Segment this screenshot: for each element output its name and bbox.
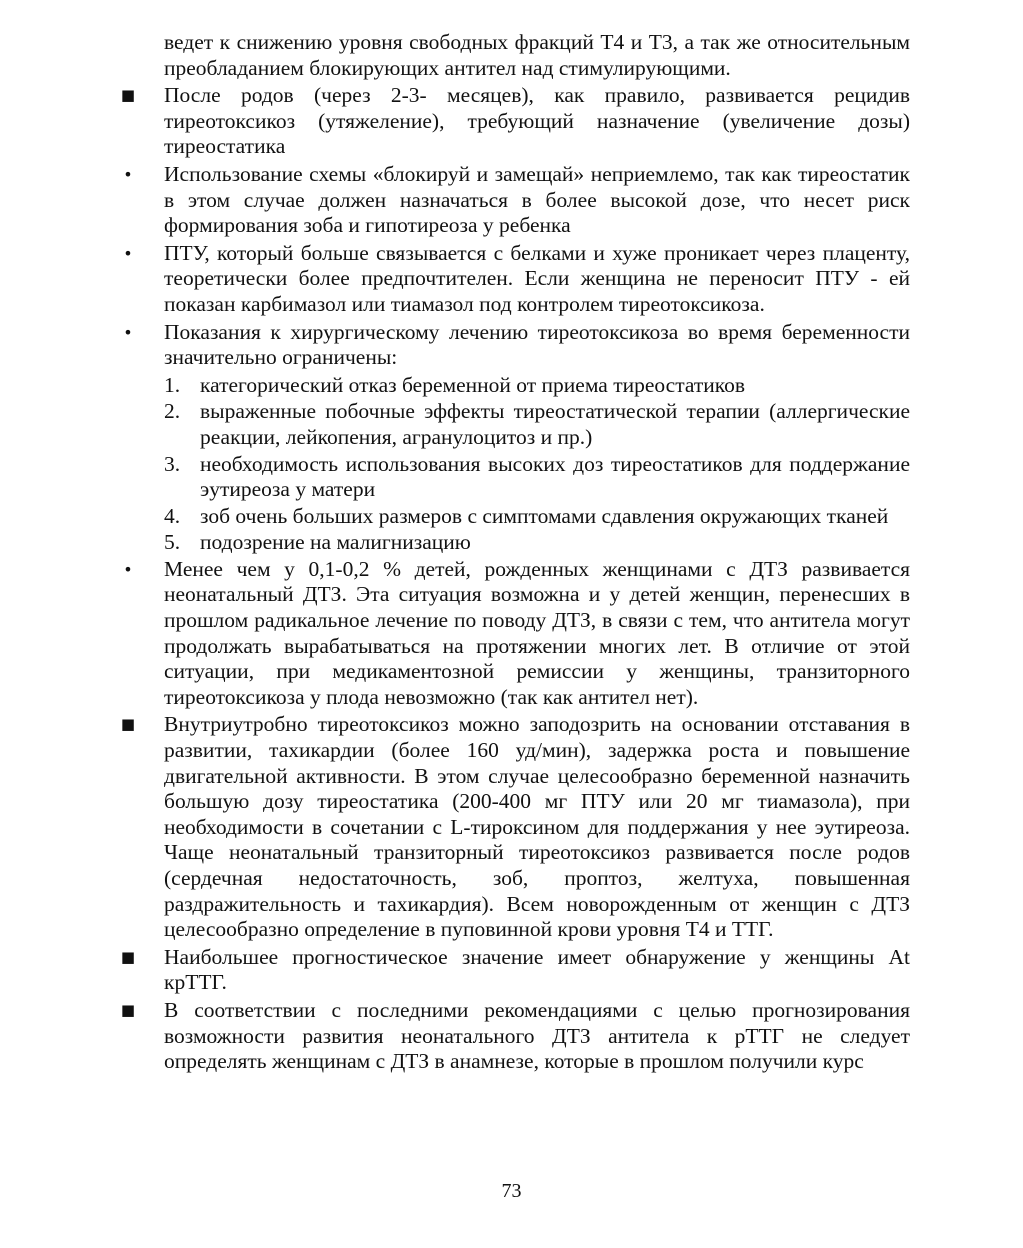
bullet-item [118, 162, 910, 239]
numbered-list-item [118, 504, 910, 530]
list-item-text: выраженные побочные эффекты тиреостатической терапии (аллергические реакции, лейкопения, агранулоцитоз и пр.) [200, 399, 910, 449]
list-number: 2. [164, 399, 181, 424]
bullet-item [118, 320, 910, 371]
list-item-text: подозрение на малигнизацию [200, 530, 471, 555]
bullet-text: В соответствии с последними рекомендациями с целью прогнозирования возможности развития неонатального ДТЗ антитела к рТТГ не следует определять женщинам с ДТЗ в анамнезе, которые в прошлом получили курс [164, 997, 910, 1074]
square-bullet-icon: ■ [120, 947, 136, 966]
list-number: 5. [164, 530, 181, 555]
bullet-item [118, 712, 910, 942]
bullet-text: ПТУ, который больше связывается с белками и хуже проникает через плаценту, теоретически более предпочтителен. Если женщина не переносит ПТУ - ей показан карбимазол или тиамазол под контролем тиреотоксикоза. [164, 240, 910, 316]
bullet-text: Показания к хирургическому лечению тиреотоксикоза во время беременности значительно ограничены: [164, 319, 910, 370]
paragraph-text: ведет к снижению уровня свободных фракций Т4 и Т3, а так же относительным преобладанием блокирующих антител над стимулирующими. [164, 30, 910, 80]
continuation-paragraph [118, 30, 910, 81]
numbered-list-item [118, 399, 910, 450]
list-number: 3. [164, 451, 181, 476]
square-bullet-icon: ■ [120, 86, 136, 105]
bullet-item [118, 557, 910, 711]
bullet-item [118, 998, 910, 1075]
dot-bullet-icon: • [123, 322, 133, 342]
bullet-item [118, 241, 910, 318]
bullet-text: Менее чем у 0,1-0,2 % детей, рожденных женщинами с ДТЗ развивается неонатальный ДТЗ. Эта ситуация возможна и у детей женщин, перенесших в прошлом радикальное лечение по поводу ДТЗ, в связи с тем, что антитела могут продолжать вырабатываться на протяжении многих лет. В отличие от этой ситуации, при медикаментозной ремиссии у женщины, транзиторного тиреотоксикоза у плода невозможно (так как антител нет). [164, 556, 910, 709]
dot-bullet-icon: • [123, 243, 133, 263]
page-body [118, 30, 910, 1077]
dot-bullet-icon: • [123, 164, 133, 184]
dot-bullet-icon: • [123, 559, 133, 579]
list-number: 1. [164, 372, 181, 397]
bullet-text: Внутриутробно тиреотоксикоз можно заподозрить на основании отставания в развитии, тахикардии (более 160 уд/мин), задержка роста и повышение двигательной активности. В этом случае целесообразно беременной назначить большую дозу тиреостатика (200-400 мг ПТУ или 20 мг тиамазола), при необходимости в сочетании с L-тироксином для поддержания у нее эутиреоза. Чаще неонатальный транзиторный тиреотоксикоз развивается после родов (сердечная недостаточность, зоб, проптоз, желтуха, повышенная раздражительность и тахикардия). Всем новорожденным от женщин с ДТЗ целесообразно определение в пуповинной крови уровня Т4 и ТТГ. [164, 712, 910, 942]
surgery-indications-list [118, 373, 910, 556]
square-bullet-icon: ■ [120, 1000, 136, 1019]
bullet-text: Наибольшее прогностическое значение имеет обнаружение у женщины At крТТГ. [164, 944, 910, 995]
numbered-list-item [118, 530, 910, 556]
bullet-text: После родов (через 2-3- месяцев), как правило, развивается рецидив тиреотоксикоз (утяжеление), требующий назначение (увеличение дозы) тиреостатика [164, 83, 910, 159]
numbered-list-item [118, 373, 910, 399]
page-number: 73 [501, 1180, 522, 1202]
list-item-text: категорический отказ беременной от приема тиреостатиков [200, 372, 746, 397]
bullet-item [118, 83, 910, 160]
list-item-text: зоб очень больших размеров с симптомами сдавления окружающих тканей [200, 503, 889, 528]
list-number: 4. [164, 503, 181, 528]
bullet-item [118, 945, 910, 996]
list-item-text: необходимость использования высоких доз тиреостатиков для поддержание эутиреоза у матери [200, 451, 910, 502]
numbered-list-item [118, 452, 910, 503]
square-bullet-icon: ■ [120, 715, 136, 734]
bullet-text: Использование схемы «блокируй и замещай» неприемлемо, так как тиреостатик в этом случае должен назначаться в более высокой дозе, что несет риск формирования зоба и гипотиреоза у ребенка [164, 161, 910, 238]
